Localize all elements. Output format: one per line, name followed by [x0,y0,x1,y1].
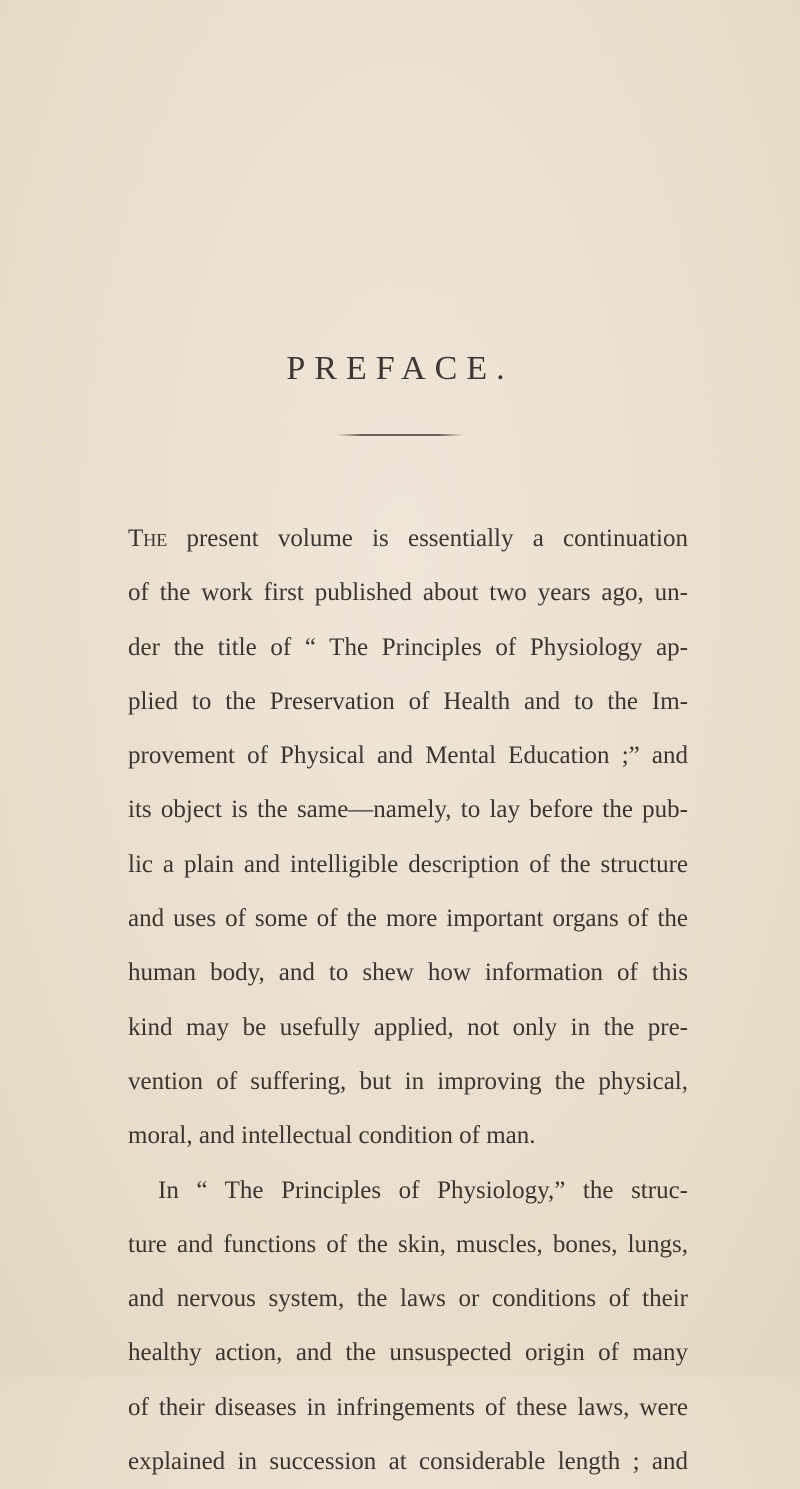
text-line-16: healthy action, and the unsuspected origin of many [128,1339,688,1367]
text-line-6: its object is the same—namely, to lay before the pub- [128,796,688,824]
text-line-17: of their diseases in infringements of these laws, were [128,1393,688,1421]
page-heading: PREFACE. [286,350,514,387]
text-line-8: and uses of some of the more important organs of the [128,905,688,933]
text-line-4: plied to the Preservation of Health and to the Im- [128,687,688,715]
text-line-3: der the title of “ The Principles of Physiology ap- [128,633,688,661]
text-line-12: moral, and intellectual condition of man. [128,1122,536,1150]
preface-text [128,512,688,1489]
text-line-9: human body, and to shew how information of this [128,959,688,987]
text-line-15: and nervous system, the laws or conditions of their [128,1285,688,1313]
text-line-1: The present volume is essentially a continuation [128,525,688,552]
text-line-13: In “ The Principles of Physiology,” the struc- [158,1176,688,1204]
text-line-14: ture and functions of the skin, muscles, bones, lungs, [128,1230,688,1258]
text-line-10: kind may be usefully applied, not only in the pre- [128,1013,688,1041]
drop-lead-word: The [128,525,168,552]
text-line-18: explained in succession at considerable length ; and [128,1448,688,1476]
text-line-7: lic a plain and intelligible description of the structure [128,850,688,878]
text-line-2: of the work first published about two years ago, un- [128,579,688,607]
text-line-11: vention of suffering, but in improving the physical, [128,1067,688,1095]
text-line-5: provement of Physical and Mental Education ;” and [128,742,688,770]
heading-rule [336,434,464,436]
